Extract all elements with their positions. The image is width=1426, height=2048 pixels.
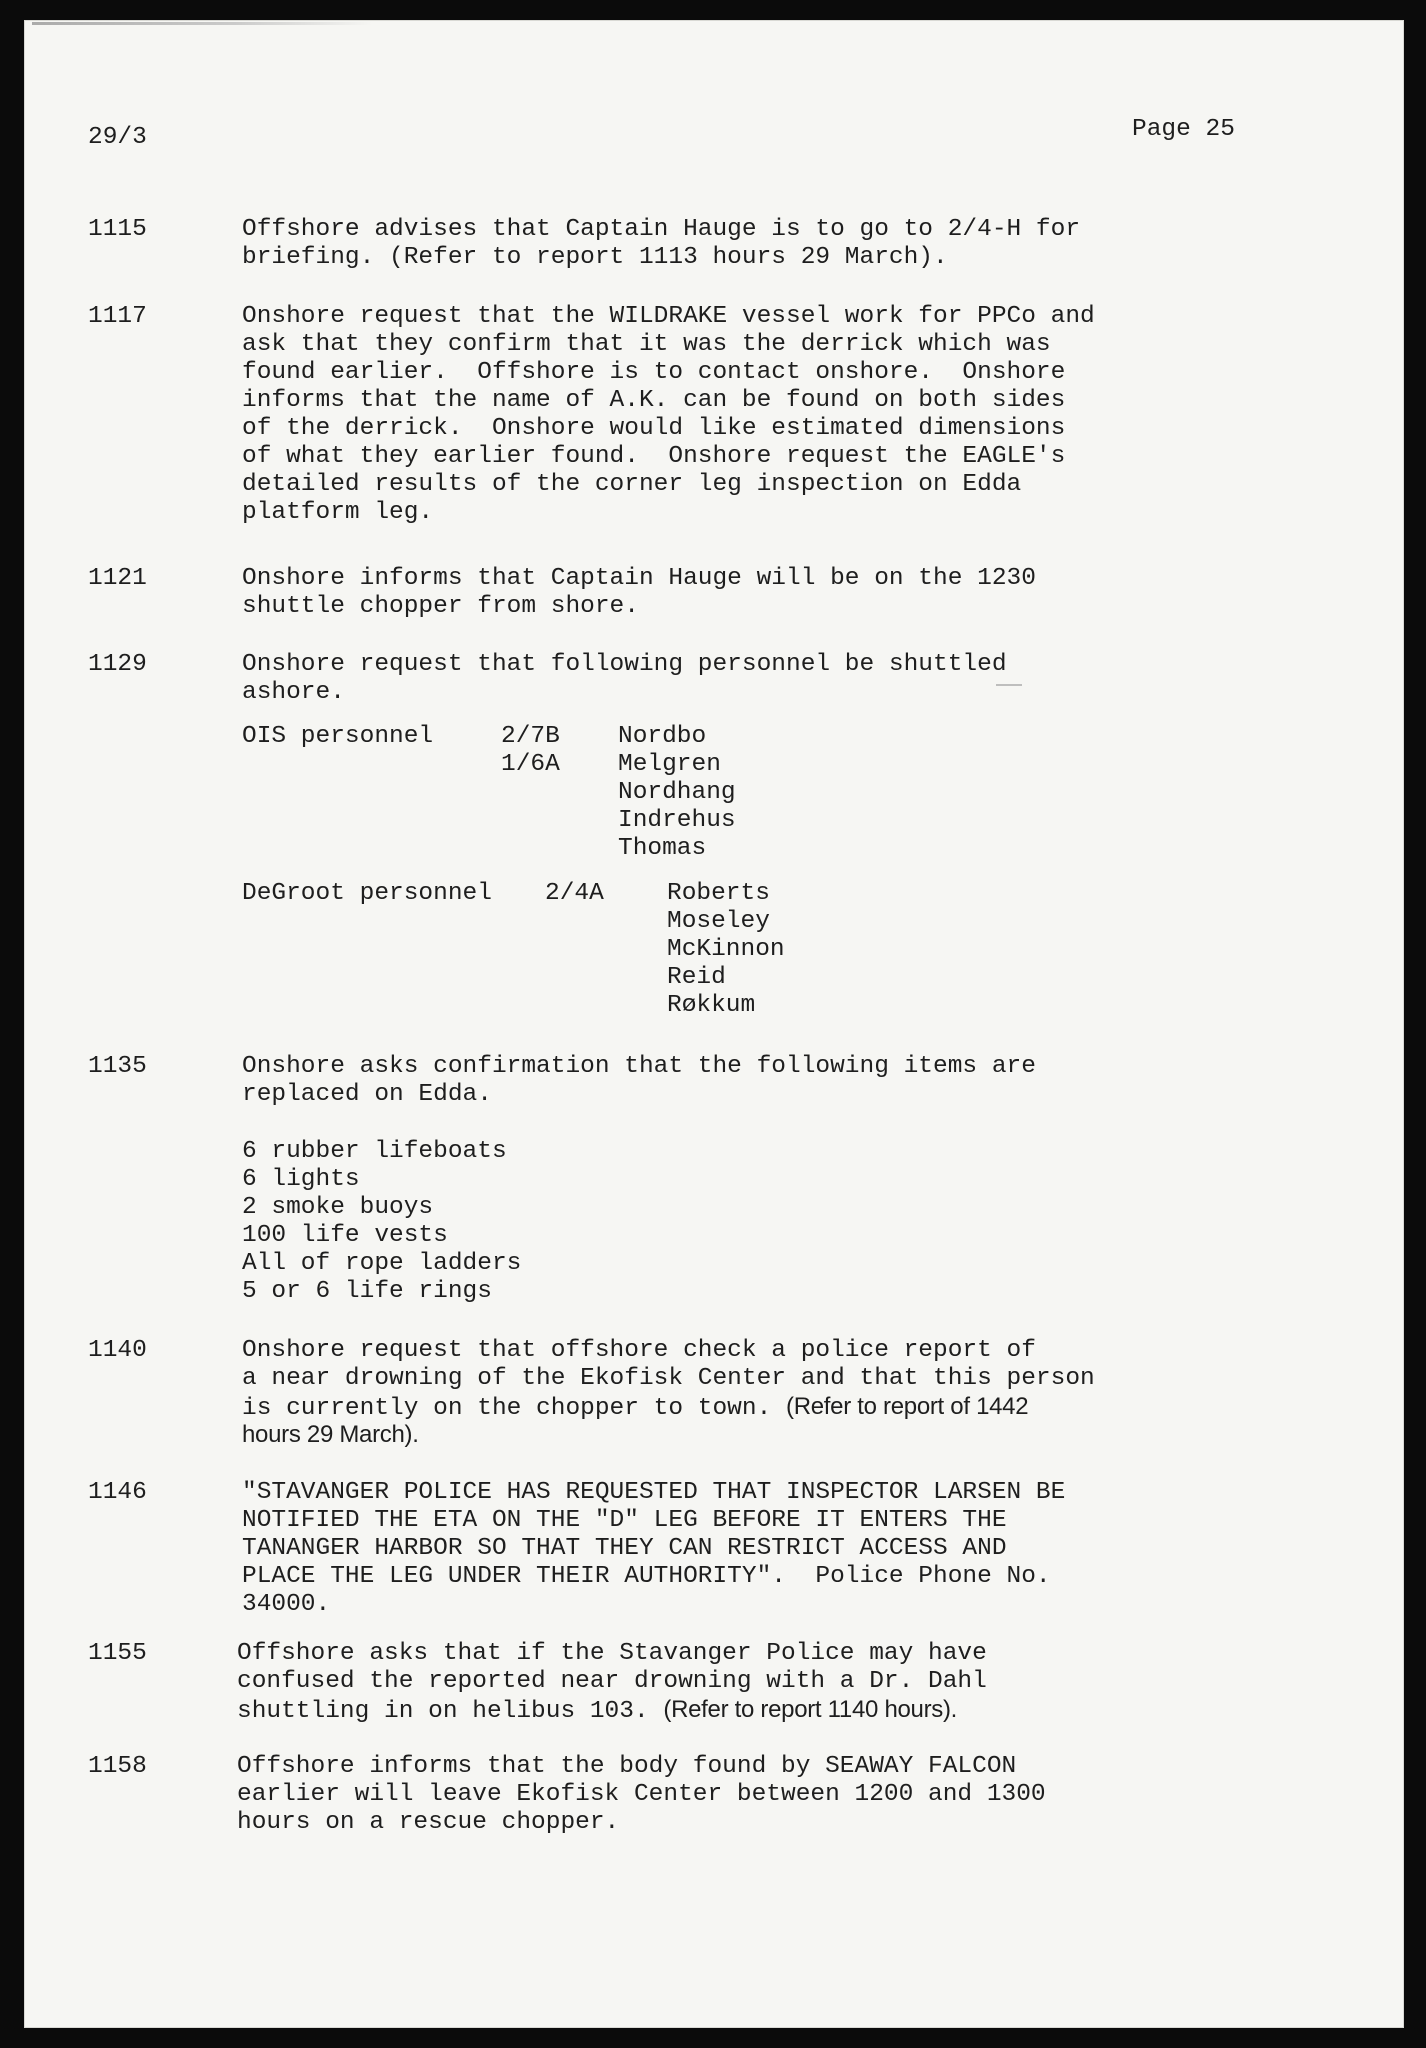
- entry-time-1117: 1117: [88, 303, 147, 330]
- entry-line: [242, 1393, 1028, 1423]
- item-line: 6 lights: [242, 1166, 360, 1193]
- entry-line: shuttle chopper from shore.: [242, 593, 639, 620]
- entry-line: Onshore request that the WILDRAKE vessel work for PPCo and: [242, 303, 1095, 330]
- page-date: 29/3: [88, 124, 147, 151]
- ois-name: Melgren: [618, 751, 721, 778]
- entry-line: informs that the name of A.K. can be found on both sides: [242, 387, 1066, 414]
- entry-line: ashore.: [242, 679, 345, 706]
- entry-line: 34000.: [242, 1591, 331, 1618]
- item-line: All of rope ladders: [242, 1250, 522, 1277]
- entry-line-text: shuttling in on helibus 103.: [237, 1698, 649, 1725]
- entry-line: platform leg.: [242, 499, 434, 526]
- entry-line: PLACE THE LEG UNDER THEIR AUTHORITY". Police Phone No.: [242, 1563, 1051, 1590]
- item-line: 100 life vests: [242, 1222, 448, 1249]
- degroot-personnel-label: DeGroot personnel: [242, 880, 492, 907]
- entry-time-1146: 1146: [88, 1479, 147, 1506]
- ois-personnel-label: OIS personnel: [242, 723, 434, 750]
- entry-time-1115: 1115: [88, 216, 147, 243]
- entry-line: Offshore asks that if the Stavanger Police may have: [237, 1640, 987, 1667]
- entry-line: hours on a rescue chopper.: [237, 1809, 620, 1836]
- entry-line-text: is currently on the chopper to town.: [242, 1395, 772, 1422]
- entry-line: "STAVANGER POLICE HAS REQUESTED THAT INSPECTOR LARSEN BE: [242, 1479, 1066, 1506]
- entry-line: Onshore request that offshore check a police report of: [242, 1337, 1036, 1364]
- item-line: 2 smoke buoys: [242, 1194, 434, 1221]
- entry-time-1155: 1155: [88, 1640, 147, 1667]
- scan-edge-mark: [32, 22, 372, 25]
- degroot-name: Røkkum: [667, 992, 756, 1019]
- degroot-name: McKinnon: [667, 936, 785, 963]
- entry-line: TANANGER HARBOR SO THAT THEY CAN RESTRICT ACCESS AND: [242, 1535, 1007, 1562]
- entry-line: of what they earlier found. Onshore request the EAGLE's: [242, 443, 1066, 470]
- reference-note: (Refer to report of 1442: [786, 1393, 1029, 1420]
- entry-line: a near drowning of the Ekofisk Center and that this person: [242, 1365, 1095, 1392]
- ois-name: Indrehus: [618, 807, 736, 834]
- ois-name: Nordbo: [618, 723, 707, 750]
- degroot-code: 2/4A: [545, 880, 604, 907]
- entry-time-1140: 1140: [88, 1337, 147, 1364]
- page-number: Page 25: [1132, 116, 1235, 143]
- document-page: [24, 20, 1404, 2028]
- entry-line: detailed results of the corner leg inspection on Edda: [242, 471, 1022, 498]
- entry-line: [237, 1696, 957, 1726]
- item-line: 5 or 6 life rings: [242, 1278, 492, 1305]
- entry-line: ask that they confirm that it was the derrick which was: [242, 331, 1051, 358]
- entry-line: Offshore informs that the body found by SEAWAY FALCON: [237, 1753, 1017, 1780]
- entry-line: confused the reported near drowning with a Dr. Dahl: [237, 1668, 987, 1695]
- entry-line: briefing. (Refer to report 1113 hours 29 March).: [242, 244, 948, 271]
- entry-line: found earlier. Offshore is to contact onshore. Onshore: [242, 359, 1066, 386]
- entry-time-1121: 1121: [88, 565, 147, 592]
- entry-line: of the derrick. Onshore would like estimated dimensions: [242, 415, 1066, 442]
- degroot-name: Roberts: [667, 880, 770, 907]
- ois-name: Thomas: [618, 835, 707, 862]
- item-line: 6 rubber lifeboats: [242, 1138, 507, 1165]
- entry-line: Onshore informs that Captain Hauge will be on the 1230: [242, 565, 1036, 592]
- entry-line: Onshore asks confirmation that the following items are: [242, 1053, 1036, 1080]
- entry-time-1158: 1158: [88, 1753, 147, 1780]
- entry-time-1129: 1129: [88, 651, 147, 678]
- reference-note: hours 29 March).: [242, 1421, 419, 1448]
- ois-code: 1/6A: [501, 751, 560, 778]
- entry-time-1135: 1135: [88, 1053, 147, 1080]
- entry-line: earlier will leave Ekofisk Center between 1200 and 1300: [237, 1781, 1046, 1808]
- scan-speck: [996, 684, 1022, 686]
- degroot-name: Moseley: [667, 908, 770, 935]
- entry-line: NOTIFIED THE ETA ON THE "D" LEG BEFORE IT ENTERS THE: [242, 1507, 1007, 1534]
- reference-note: (Refer to report 1140 hours).: [663, 1696, 958, 1723]
- degroot-name: Reid: [667, 964, 726, 991]
- ois-code: 2/7B: [501, 723, 560, 750]
- ois-name: Nordhang: [618, 779, 736, 806]
- entry-line: replaced on Edda.: [242, 1081, 492, 1108]
- entry-line: Onshore request that following personnel be shuttled: [242, 651, 1007, 678]
- entry-line: Offshore advises that Captain Hauge is to go to 2/4-H for: [242, 216, 1081, 243]
